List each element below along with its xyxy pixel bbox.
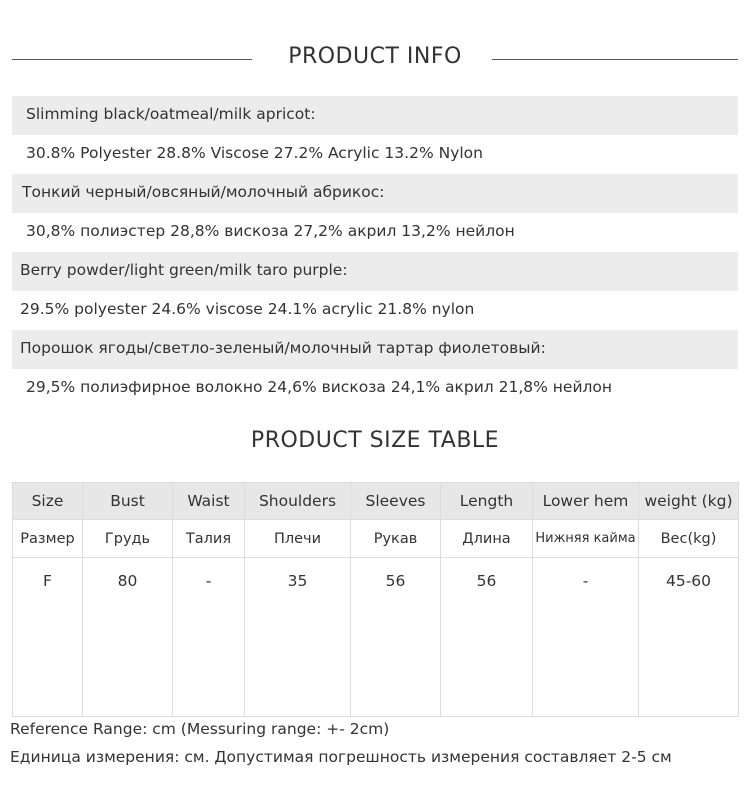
size-table-cell: 80 xyxy=(83,558,173,717)
product-info-title: PRODUCT INFO xyxy=(288,44,462,69)
size-table-cell: Талия xyxy=(173,520,245,558)
size-table-cell: 56 xyxy=(441,558,533,717)
size-table-cell: Bust xyxy=(83,483,173,520)
product-info-row: 29.5% polyester 24.6% viscose 24.1% acrylic 21.8% nylon xyxy=(12,291,738,330)
size-table-cell: Грудь xyxy=(83,520,173,558)
size-table-cell: Size xyxy=(13,483,83,520)
size-table-cell: F xyxy=(13,558,83,717)
size-table-cell: Waist xyxy=(173,483,245,520)
size-table-cell: Длина xyxy=(441,520,533,558)
size-table-cell: 45-60 xyxy=(639,558,739,717)
size-table xyxy=(12,482,739,717)
product-info-row: Berry powder/light green/milk taro purple: xyxy=(12,252,738,291)
product-info-row: 30,8% полиэстер 28,8% вискоза 27,2% акрил 13,2% нейлон xyxy=(12,213,738,252)
size-table-title: PRODUCT SIZE TABLE xyxy=(250,428,500,453)
size-table-cell: Lower hem xyxy=(533,483,639,520)
size-table-header-row xyxy=(13,483,739,520)
size-table-cell: - xyxy=(533,558,639,717)
product-info-list xyxy=(12,96,738,408)
product-info-row: Slimming black/oatmeal/milk apricot: xyxy=(12,96,738,135)
size-table-header-row-ru xyxy=(13,520,739,558)
reference-range-note: Reference Range: cm (Messuring range: +- 2cm) xyxy=(10,720,390,738)
size-table-cell: Плечи xyxy=(245,520,351,558)
product-info-heading xyxy=(0,44,750,69)
size-table-row xyxy=(13,558,739,717)
size-table-cell: weight (kg) xyxy=(639,483,739,520)
size-table-cell: Нижняя кайма xyxy=(533,520,639,558)
size-table-cell: 35 xyxy=(245,558,351,717)
size-table-cell: Length xyxy=(441,483,533,520)
size-table-cell: 56 xyxy=(351,558,441,717)
size-table-cell: Вес(kg) xyxy=(639,520,739,558)
product-info-row: 29,5% полиэфирное волокно 24,6% вискоза 24,1% акрил 21,8% нейлон xyxy=(12,369,738,408)
size-table-cell: Размер xyxy=(13,520,83,558)
heading-divider-right xyxy=(492,59,738,60)
size-table-cell: Sleeves xyxy=(351,483,441,520)
product-info-row: 30.8% Polyester 28.8% Viscose 27.2% Acrylic 13.2% Nylon xyxy=(12,135,738,174)
size-table-cell: Рукав xyxy=(351,520,441,558)
measurement-unit-note-ru: Единица измерения: см. Допустимая погрешность измерения составляет 2-5 см xyxy=(10,748,672,766)
size-table-cell: Shoulders xyxy=(245,483,351,520)
heading-divider-left xyxy=(12,59,252,60)
size-table-cell: - xyxy=(173,558,245,717)
product-info-row: Порошок ягоды/светло-зеленый/молочный тартар фиолетовый: xyxy=(12,330,738,369)
product-info-row: Тонкий черный/овсяный/молочный абрикос: xyxy=(12,174,738,213)
